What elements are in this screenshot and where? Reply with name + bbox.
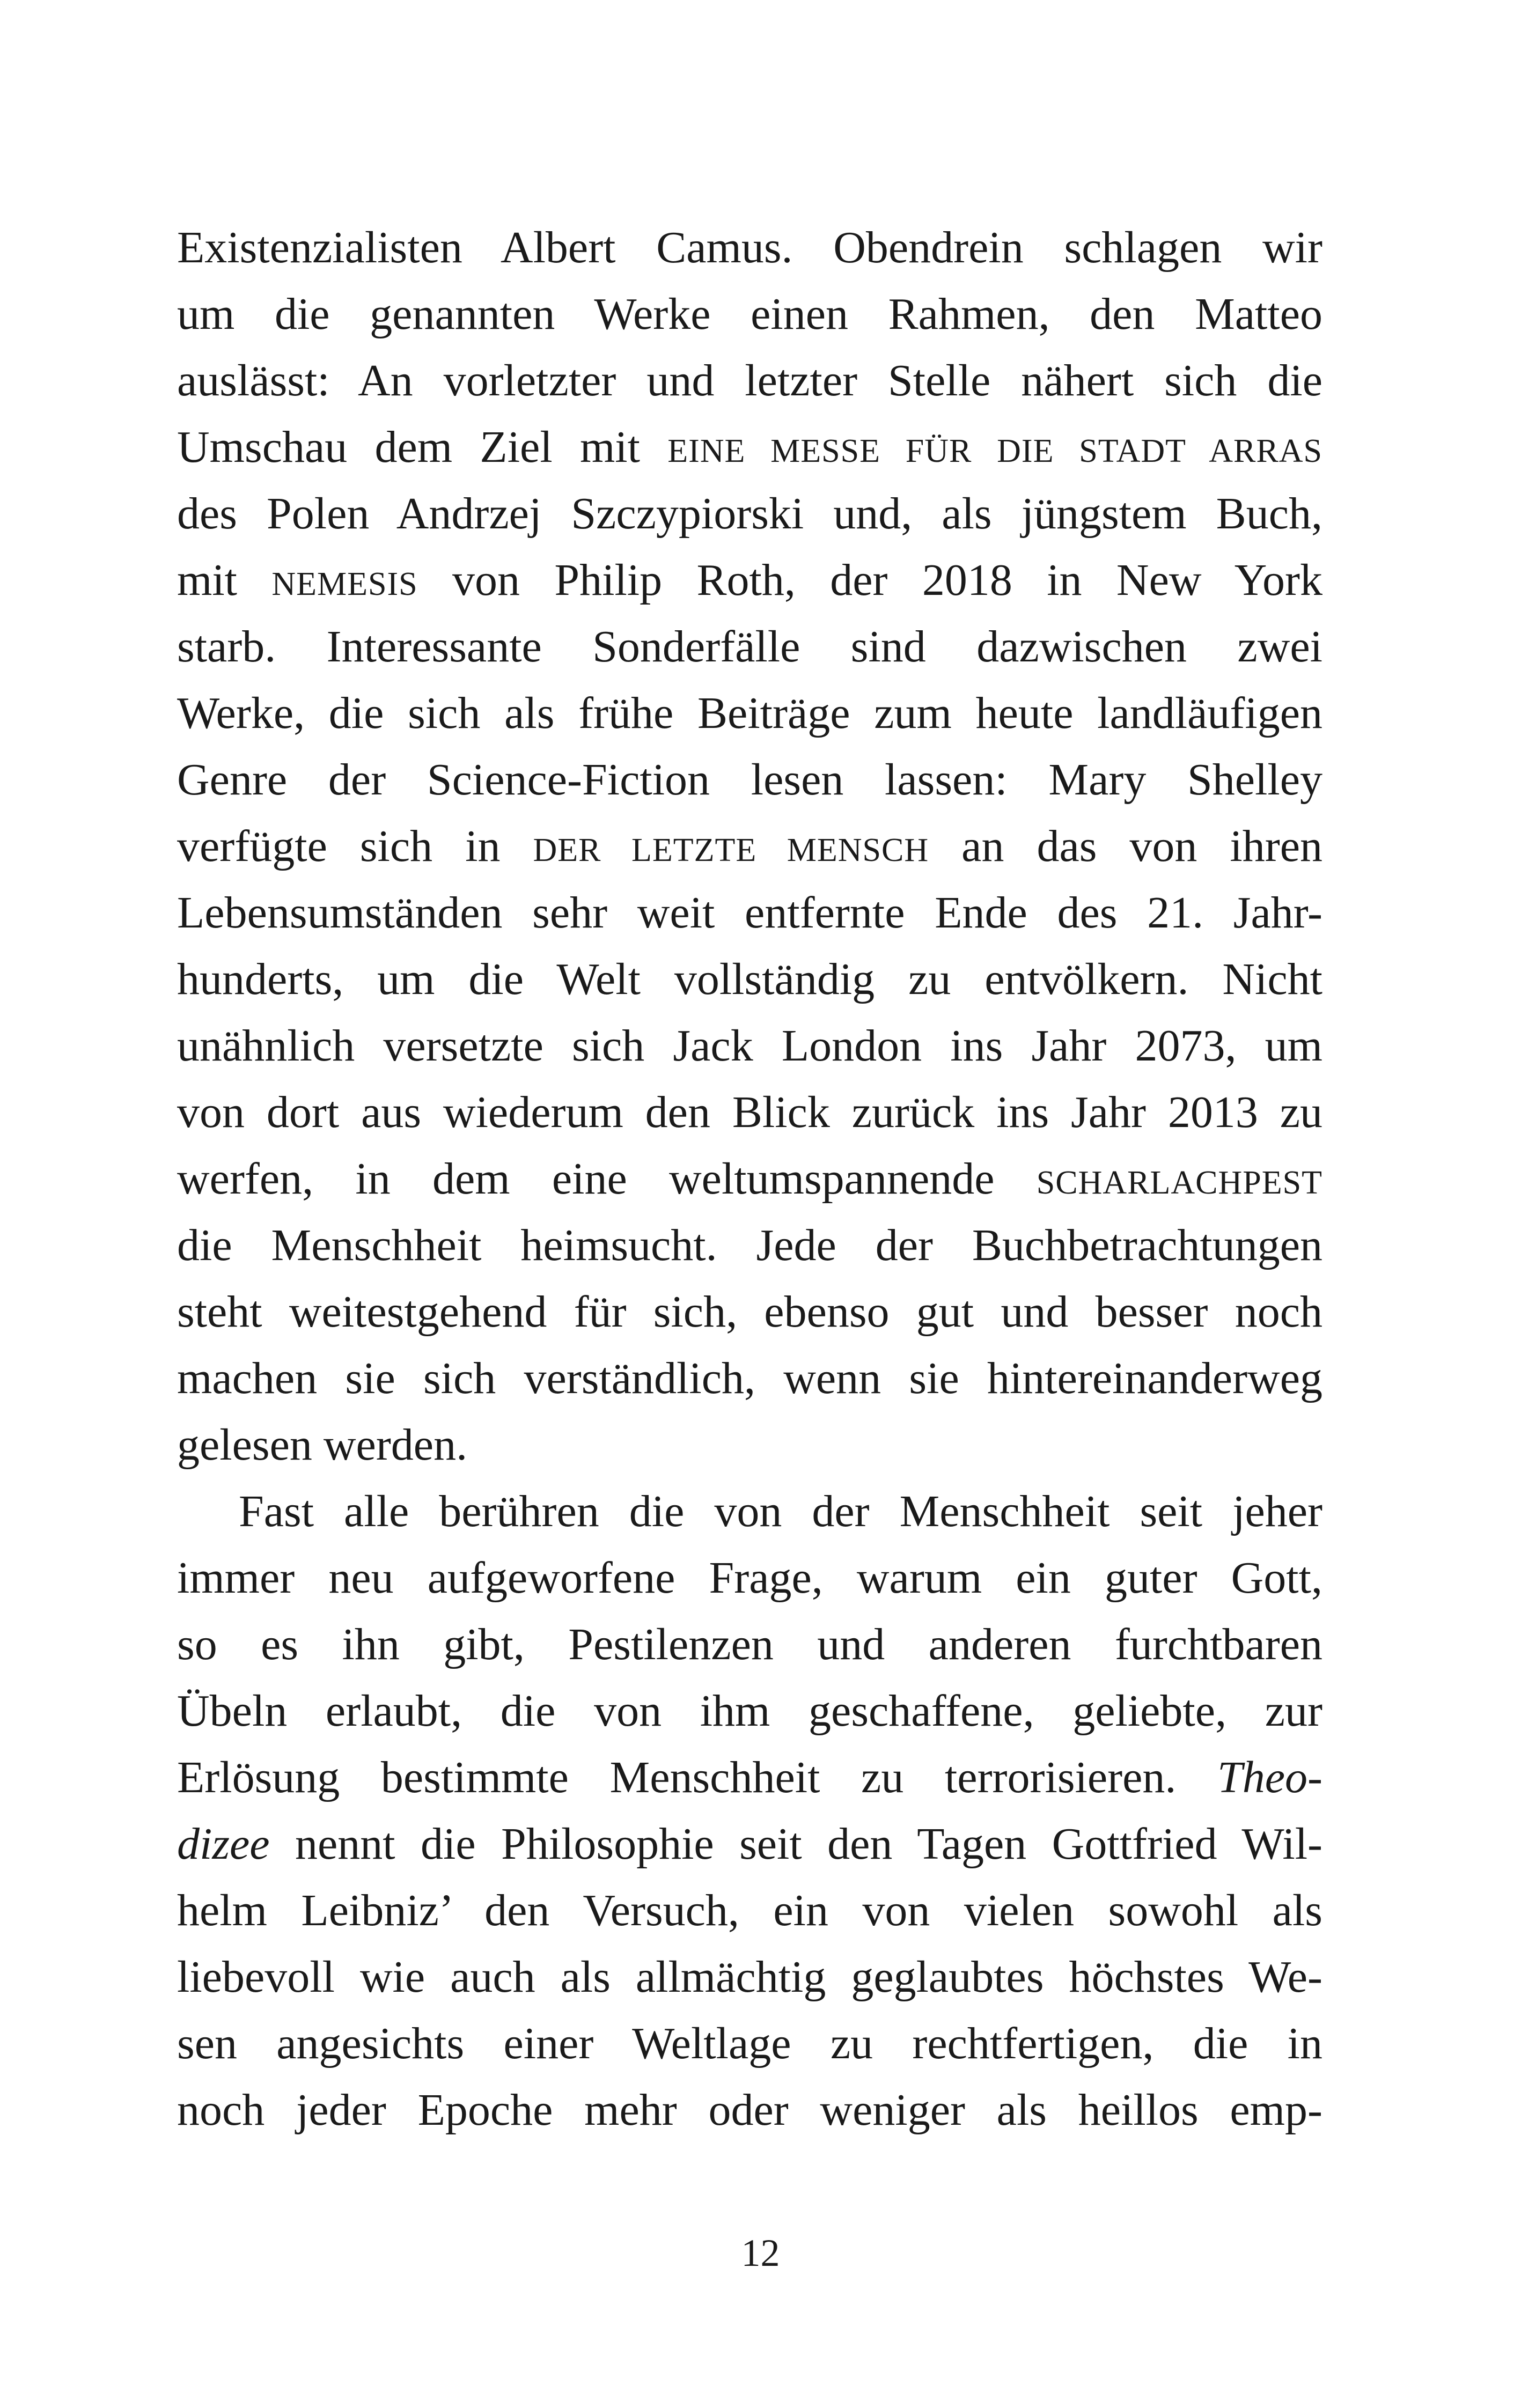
text-line: gelesen werden. <box>177 1420 468 1470</box>
italic-term: dizee <box>177 1819 270 1869</box>
text-line: immer neu aufgeworfene Frage, warum ein guter Gott, <box>177 1553 1322 1603</box>
text-line <box>177 1146 1322 1212</box>
text-fragment: mit <box>177 555 238 605</box>
text-fragment: Erlösung bestimmte Menschheit zu terrorisieren. <box>177 1752 1177 1802</box>
book-title-small-caps: DER LETZTE MENSCH <box>533 832 929 868</box>
text-line: starb. Interessante Sonderfälle sind dazwischen zwei <box>177 622 1322 672</box>
text-line: von dort aus wiederum den Blick zurück ins Jahr 2013 zu <box>177 1087 1322 1137</box>
text-line: Existenzialisten Albert Camus. Obendrein schlagen wir <box>177 223 1322 273</box>
text-line <box>177 813 1322 880</box>
paragraph-1 <box>177 215 1322 1478</box>
text-line: auslässt: An vorletzter und letzter Stelle nähert sich die <box>177 356 1322 406</box>
text-line <box>177 1811 1322 1877</box>
text-line: noch jeder Epoche mehr oder weniger als heillos emp- <box>177 2085 1322 2135</box>
text-line: helm Leibniz’ den Versuch, ein von vielen sowohl als <box>177 1886 1322 1935</box>
text-line: sen angesichts einer Weltlage zu rechtfertigen, die in <box>177 2019 1322 2068</box>
text-line: die Menschheit heimsucht. Jede der Buchbetrachtungen <box>177 1220 1322 1270</box>
text-fragment: werfen, in dem eine weltumspannende <box>177 1154 995 1204</box>
text-fragment: an das von ihren <box>961 821 1323 871</box>
text-line: Genre der Science-Fiction lesen lassen: Mary Shelley <box>177 755 1322 805</box>
paragraph-2 <box>177 1478 1322 2144</box>
text-line: Lebensumständen sehr weit entfernte Ende des 21. Jahr- <box>177 888 1322 938</box>
text-line: des Polen Andrzej Szczypiorski und, als jüngstem Buch, <box>177 489 1322 539</box>
text-line: um die genannten Werke einen Rahmen, den Matteo <box>177 289 1322 339</box>
text-line: Übeln erlaubt, die von ihm geschaffene, geliebte, zur <box>177 1686 1322 1736</box>
text-line: Fast alle berühren die von der Menschheit seit jeher <box>239 1486 1322 1536</box>
italic-term: Theo- <box>1217 1752 1322 1802</box>
body-text <box>177 215 1322 2144</box>
book-title-small-caps: EINE MESSE FÜR DIE STADT ARRAS <box>667 433 1322 469</box>
text-line: liebevoll wie auch als allmächtig geglaubtes höchstes We- <box>177 1952 1322 2002</box>
text-line: unähnlich versetzte sich Jack London ins Jahr 2073, um <box>177 1021 1322 1071</box>
text-fragment: von Philip Roth, der 2018 in New York <box>452 555 1323 605</box>
text-fragment: nennt die Philosophie seit den Tagen Gottfried Wil- <box>295 1819 1323 1869</box>
text-line <box>177 547 1322 614</box>
text-line <box>177 414 1322 481</box>
text-fragment: Umschau dem Ziel mit <box>177 422 640 472</box>
text-line: machen sie sich verständlich, wenn sie hintereinanderweg <box>177 1353 1322 1403</box>
text-line: Werke, die sich als frühe Beiträge zum heute landläufigen <box>177 688 1322 738</box>
text-line <box>177 1744 1322 1811</box>
text-line: hunderts, um die Welt vollständig zu entvölkern. Nicht <box>177 954 1322 1004</box>
page-number: 12 <box>741 2232 780 2274</box>
text-line: steht weitestgehend für sich, ebenso gut und besser noch <box>177 1287 1322 1337</box>
book-title-small-caps: SCHARLACHPEST <box>1036 1165 1322 1201</box>
book-title-small-caps: NEMESIS <box>271 566 418 602</box>
text-fragment: verfügte sich in <box>177 821 501 871</box>
text-line: so es ihn gibt, Pestilenzen und anderen furchtbaren <box>177 1619 1322 1669</box>
